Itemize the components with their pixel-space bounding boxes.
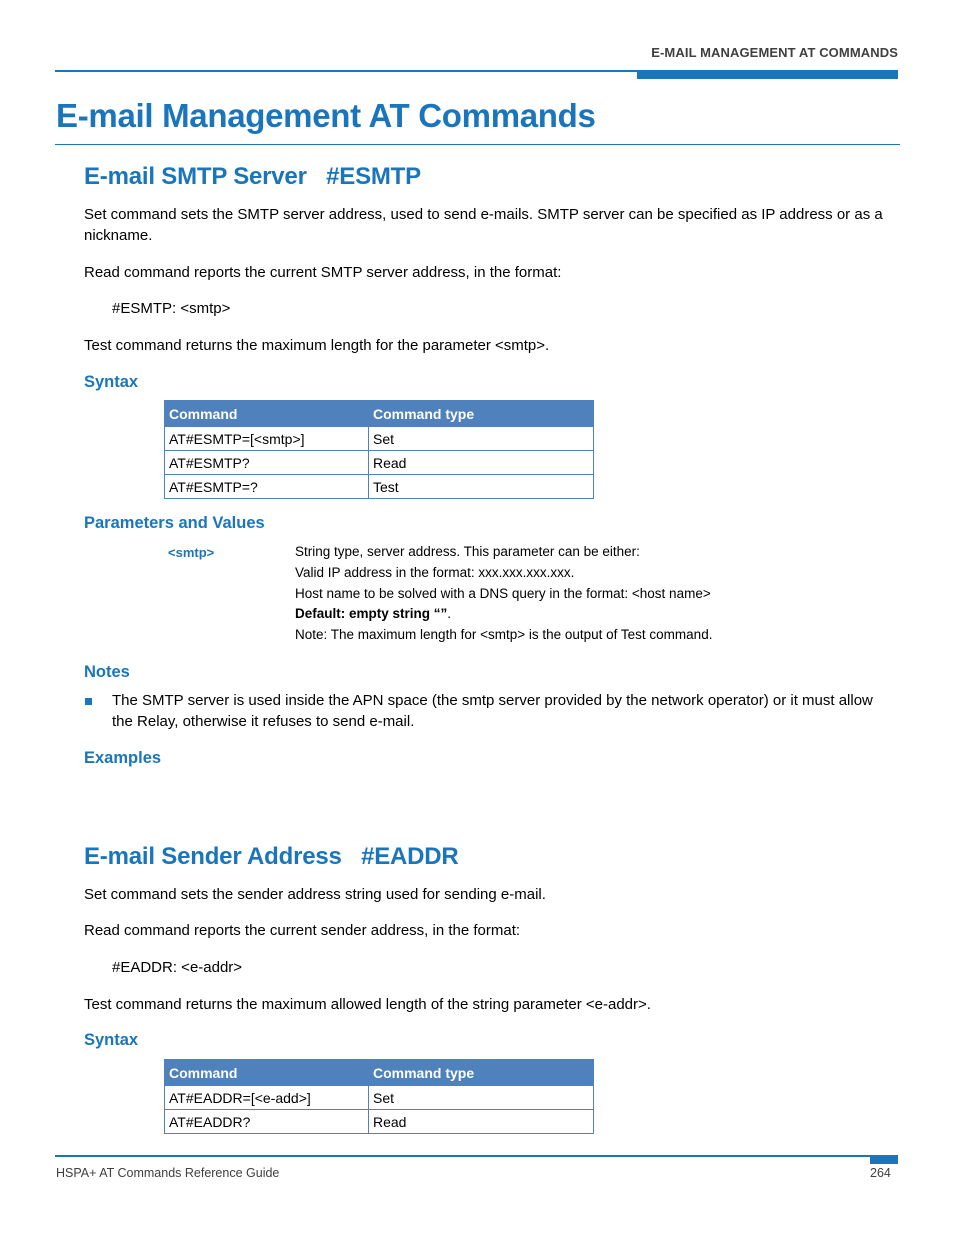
bullet-square-icon [85, 698, 92, 705]
table-row [165, 475, 594, 499]
table-row [165, 1110, 594, 1134]
param-default: Default: empty string “” [295, 606, 448, 622]
paragraph-read-command: Read command reports the current SMTP server address, in the format: [84, 264, 562, 281]
param-line: Valid IP address in the format: xxx.xxx.xxx.xxx. [295, 564, 575, 580]
table-row [165, 451, 594, 475]
footer-rule [55, 1155, 870, 1157]
response-format: #EADDR: <e-addr> [112, 959, 243, 976]
command-cell: AT#ESMTP? [165, 451, 369, 475]
syntax-heading: Syntax [84, 1031, 139, 1049]
table-header-row [165, 401, 594, 427]
column-header-command: Command [165, 1060, 369, 1086]
param-line: Note: The maximum length for <smtp> is the output of Test command. [295, 627, 713, 643]
paragraph-test-command: Test command returns the maximum length for the parameter <smtp>. [84, 337, 550, 354]
paragraph-set-command: Set command sets the SMTP server address, used to send e-mails. SMTP server can be specified as IP address or as a nickname. [84, 206, 883, 244]
table-row [165, 1086, 594, 1110]
command-cell: AT#EADDR=[<e-add>] [165, 1086, 369, 1110]
command-cell: AT#EADDR? [165, 1110, 369, 1134]
syntax-table-esmtp [164, 400, 594, 499]
command-type-cell: Set [369, 1086, 594, 1110]
chapter-title: E-mail Management AT Commands [56, 97, 596, 134]
footer-page-number: 264 [870, 1166, 891, 1180]
column-header-command-type: Command type [369, 401, 594, 427]
header-rule [55, 70, 637, 72]
section-title-eaddr: E-mail Sender Address #EADDR [84, 843, 459, 870]
parameter-name-smtp: <smtp> [168, 545, 215, 560]
syntax-table-eaddr [164, 1059, 594, 1134]
column-header-command: Command [165, 401, 369, 427]
paragraph-read-command: Read command reports the current sender address, in the format: [84, 922, 521, 939]
footer-accent-bar [870, 1155, 898, 1164]
command-type-cell: Test [369, 475, 594, 499]
examples-heading: Examples [84, 749, 162, 767]
table-row [165, 427, 594, 451]
section-title-esmtp: E-mail SMTP Server #ESMTP [84, 163, 421, 190]
paragraph-set-command: Set command sets the sender address string used for sending e-mail. [84, 886, 546, 903]
param-line [295, 604, 712, 625]
syntax-heading: Syntax [84, 373, 139, 391]
notes-heading: Notes [84, 663, 130, 681]
parameters-heading: Parameters and Values [84, 514, 265, 532]
paragraph-test-command: Test command returns the maximum allowed length of the string parameter <e-addr>. [84, 996, 651, 1013]
header-accent-bar [637, 70, 898, 79]
chapter-rule [55, 144, 900, 145]
parameter-description [295, 542, 712, 646]
param-line: String type, server address. This parameter can be either: [295, 544, 640, 559]
running-header: E-MAIL MANAGEMENT AT COMMANDS [651, 45, 898, 60]
command-cell: AT#ESMTP=? [165, 475, 369, 499]
param-default-period: . [447, 606, 452, 622]
command-type-cell: Read [369, 1110, 594, 1134]
command-type-cell: Read [369, 451, 594, 475]
response-format: #ESMTP: <smtp> [112, 300, 231, 317]
table-header-row [165, 1060, 594, 1086]
command-type-cell: Set [369, 427, 594, 451]
note-item: The SMTP server is used inside the APN space (the smtp server provided by the network operator) or it must allow the Relay, otherwise it refuses to send e-mail. [112, 692, 873, 730]
footer-document-title: HSPA+ AT Commands Reference Guide [56, 1166, 280, 1180]
column-header-command-type: Command type [369, 1060, 594, 1086]
param-line: Host name to be solved with a DNS query in the format: <host name> [295, 585, 711, 601]
command-cell: AT#ESMTP=[<smtp>] [165, 427, 369, 451]
